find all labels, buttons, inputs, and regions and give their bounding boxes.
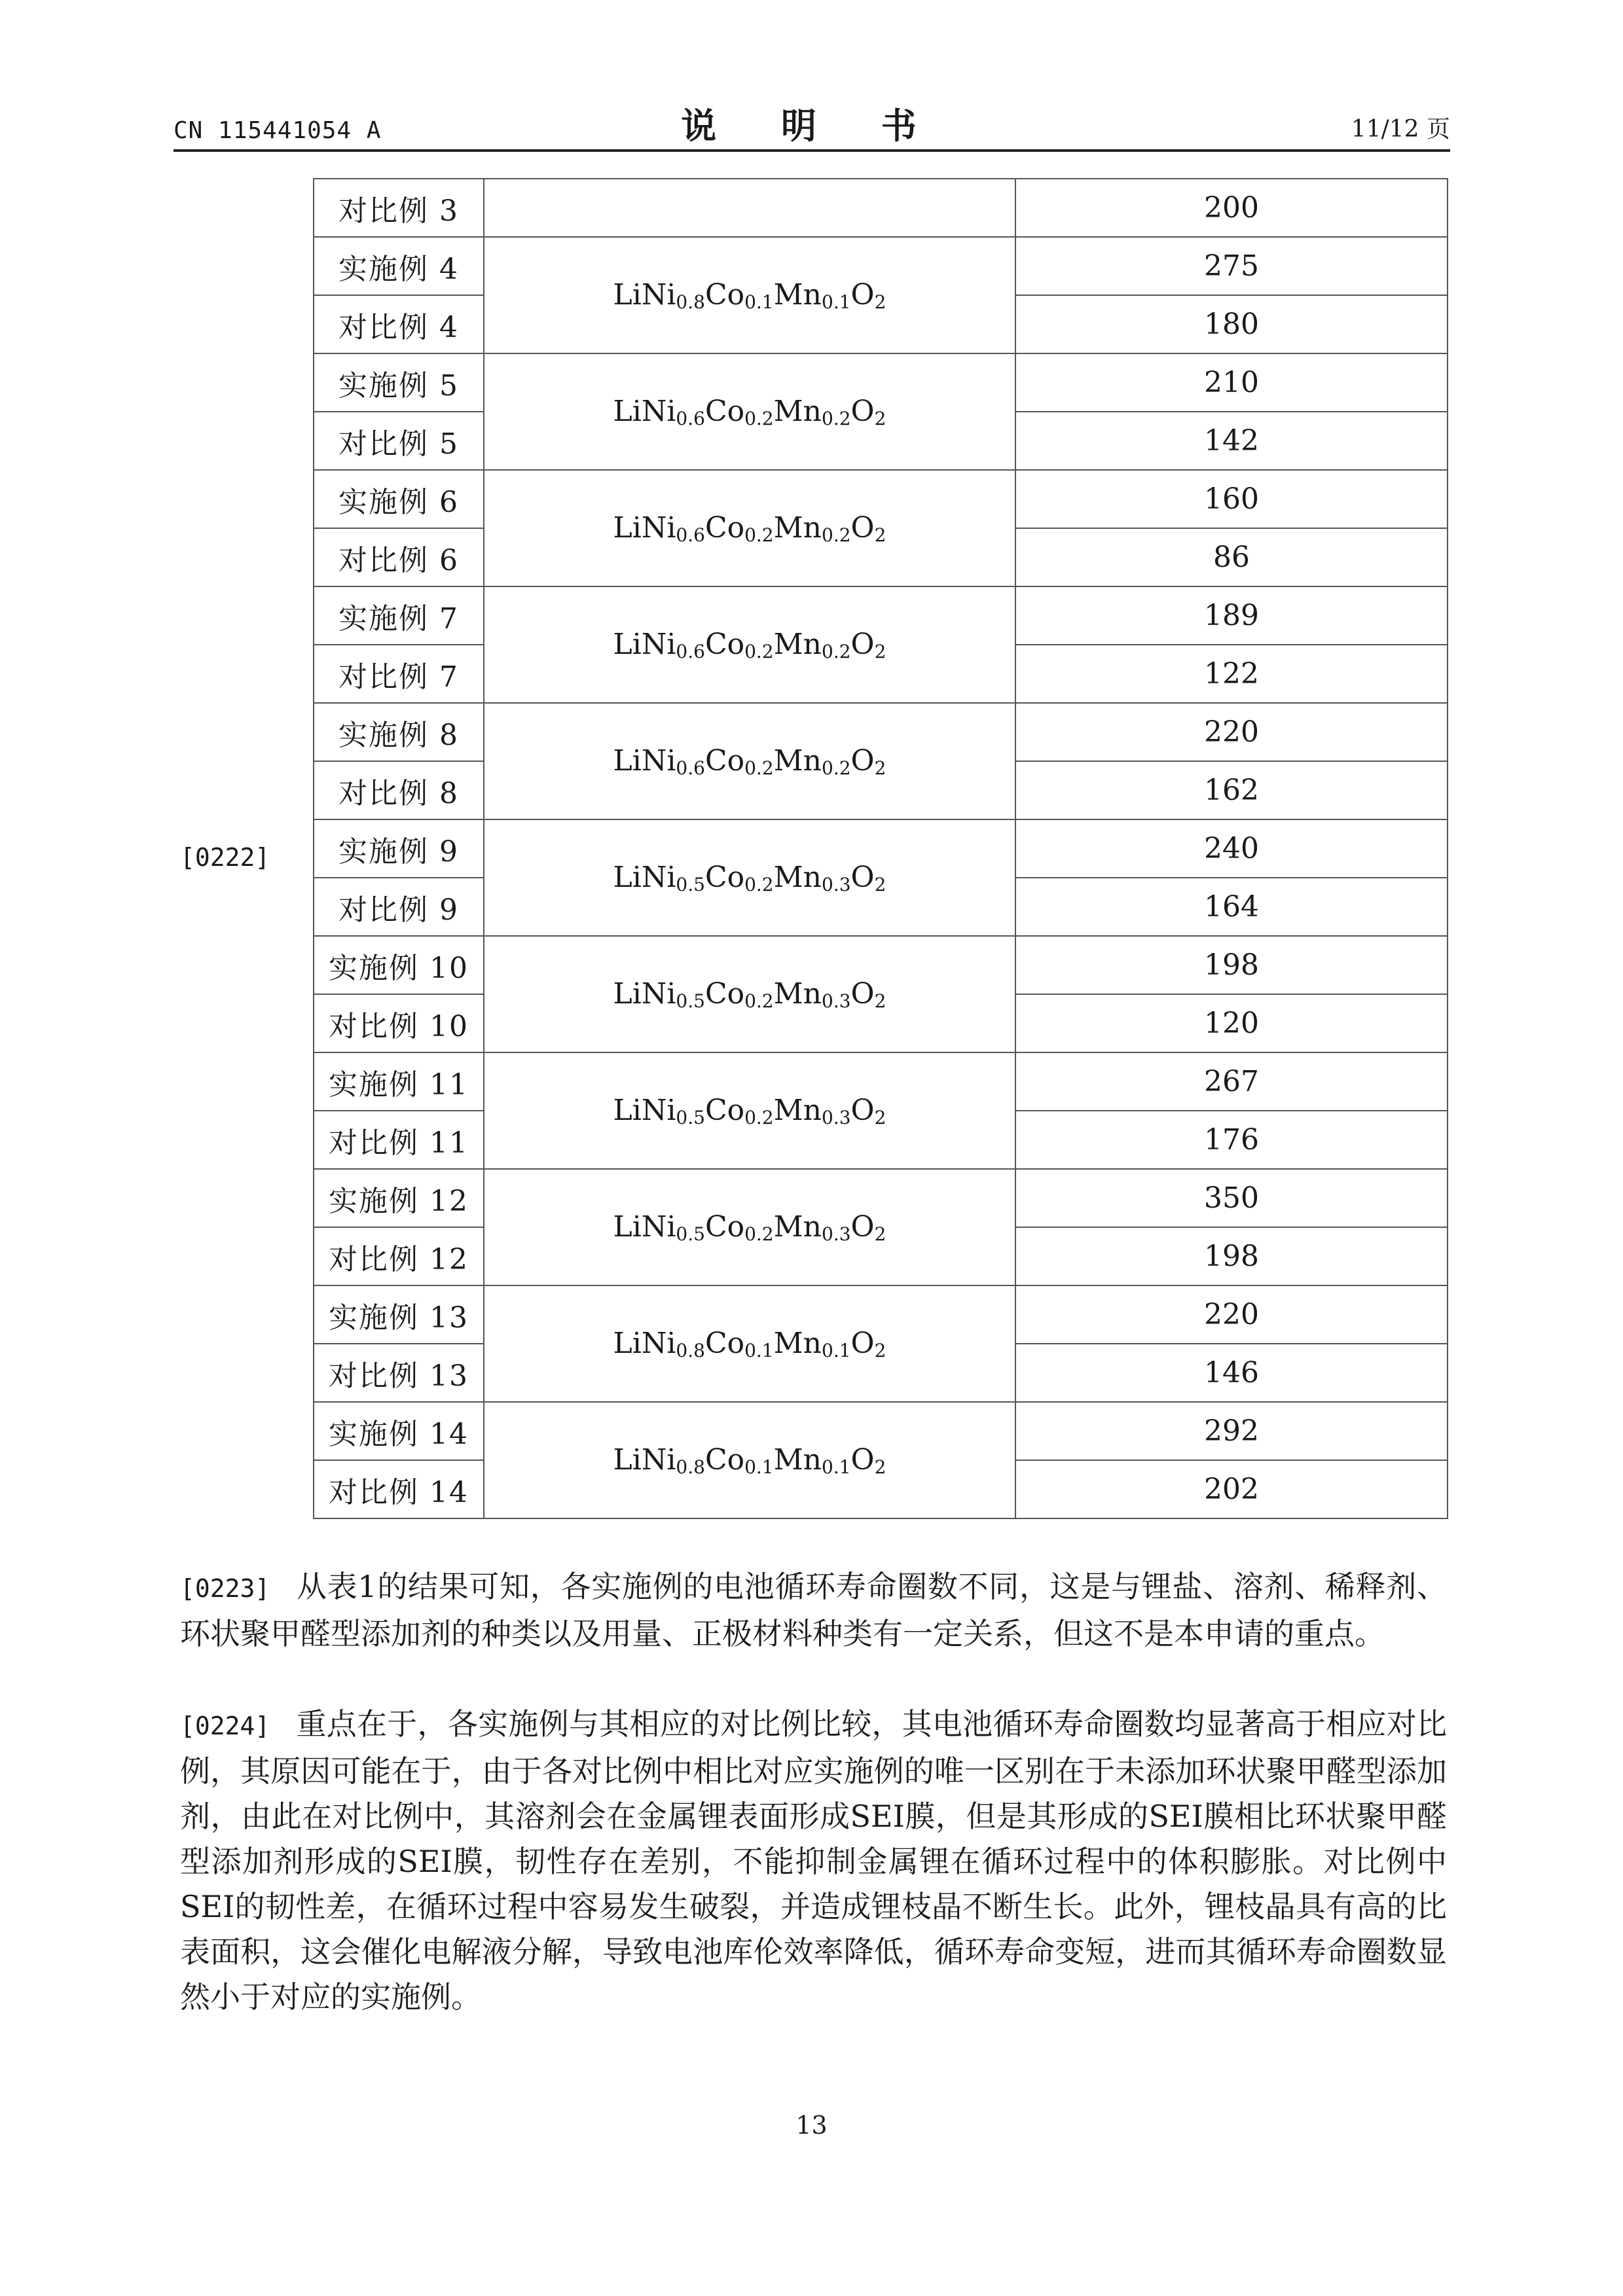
row-label: 对比例 10 [314,994,484,1052]
page-number: 13 [795,2111,828,2140]
paragraph-number-0222: [0222] [180,843,270,872]
row-label: 实施例 8 [314,703,484,761]
formula-subscript: 0.1 [744,291,774,313]
formula-subscript: 0.2 [822,757,851,779]
table-row [314,1169,1448,1227]
formula-element: LiNi [613,1443,676,1477]
formula-subscript: 2 [874,524,886,546]
formula-element: LiNi [613,1326,676,1360]
row-label: 对比例 6 [314,528,484,586]
formula-element: O [850,1210,875,1244]
formula-subscript: 2 [874,1106,886,1128]
formula-subscript: 0.8 [676,1456,705,1478]
cycle-count-value: 200 [1015,179,1448,237]
formula-element: O [850,860,875,894]
formula-element: Mn [773,627,822,661]
formula-element: LiNi [613,1093,676,1127]
formula-subscript: 2 [874,640,886,662]
formula-subscript: 2 [874,291,886,313]
formula-element: Mn [773,394,822,428]
formula-element: Co [704,511,745,545]
cycle-count-value: 267 [1015,1052,1448,1111]
document-number: CN 115441054 A [173,117,382,144]
formula-subscript: 2 [874,1456,886,1478]
formula-subscript: 0.1 [822,1456,851,1478]
cycle-count-value: 292 [1015,1402,1448,1460]
formula-subscript: 0.1 [822,291,851,313]
table-row [314,586,1448,645]
page-indicator: 11/12 页 [1351,116,1450,143]
formula-subscript: 2 [874,407,886,429]
formula-element: O [850,511,875,545]
row-label: 对比例 12 [314,1227,484,1285]
formula-subscript: 0.2 [744,407,774,429]
cycle-count-value: 220 [1015,703,1448,761]
cycle-count-value: 142 [1015,412,1448,470]
formula-subscript: 2 [874,757,886,779]
row-label: 实施例 6 [314,470,484,528]
formula-subscript: 0.3 [822,873,851,895]
formula-subscript: 0.6 [676,524,705,546]
formula-subscript: 0.3 [822,990,851,1012]
formula-element: Co [704,627,745,661]
formula-element: Co [704,860,745,894]
formula-element: O [850,1093,875,1127]
material-cell-empty [484,179,1015,237]
formula-subscript: 0.5 [676,1106,705,1128]
formula-element: Co [704,278,745,312]
formula-element: O [850,744,875,778]
cycle-count-value: 146 [1015,1344,1448,1402]
row-label: 实施例 12 [314,1169,484,1227]
cycle-count-value: 220 [1015,1285,1448,1344]
formula-element: O [850,394,875,428]
formula-element: O [850,627,875,661]
material-cell [484,353,1015,470]
formula-element: LiNi [613,977,676,1011]
formula-element: Co [704,1443,745,1477]
formula-element: Co [704,1093,745,1127]
table-row [314,1052,1448,1111]
formula-element: LiNi [613,394,676,428]
formula-subscript: 0.6 [676,407,705,429]
material-cell [484,1285,1015,1402]
cycle-count-value: 176 [1015,1111,1448,1169]
formula-subscript: 0.2 [744,990,774,1012]
row-label: 实施例 10 [314,936,484,994]
formula-subscript: 0.2 [822,407,851,429]
formula-subscript: 0.6 [676,640,705,662]
material-cell [484,586,1015,703]
formula-element: O [850,1326,875,1360]
row-label: 对比例 11 [314,1111,484,1169]
cycle-count-value: 164 [1015,878,1448,936]
formula-subscript: 0.5 [676,873,705,895]
formula-element: Co [704,744,745,778]
row-label: 对比例 7 [314,645,484,703]
row-label: 实施例 9 [314,819,484,878]
row-label: 实施例 11 [314,1052,484,1111]
cycle-count-value: 198 [1015,1227,1448,1285]
table-row [314,703,1448,761]
cycle-count-value: 180 [1015,295,1448,353]
formula-element: Mn [773,744,822,778]
formula-subscript: 0.1 [822,1339,851,1361]
header-rule [173,149,1450,152]
cycle-count-value: 275 [1015,237,1448,295]
document-title: 说 明 书 [681,105,943,147]
cycle-count-value: 120 [1015,994,1448,1052]
formula-element: Mn [773,511,822,545]
cycle-count-value: 160 [1015,470,1448,528]
table-row [314,237,1448,295]
paragraph-number: [0224] [180,1712,270,1740]
formula-subscript: 0.2 [744,524,774,546]
cycle-count-value: 210 [1015,353,1448,412]
formula-subscript: 0.2 [744,1106,774,1128]
row-label: 实施例 5 [314,353,484,412]
formula-element: LiNi [613,511,676,545]
formula-subscript: 0.2 [744,757,774,779]
formula-element: LiNi [613,1210,676,1244]
row-label: 对比例 3 [314,179,484,237]
formula-subscript: 2 [874,1223,886,1245]
formula-subscript: 0.1 [744,1339,774,1361]
material-cell [484,703,1015,819]
material-cell [484,1052,1015,1169]
cycle-count-value: 202 [1015,1460,1448,1518]
formula-subscript: 0.6 [676,757,705,779]
formula-element: Mn [773,860,822,894]
material-cell [484,1169,1015,1285]
formula-element: Mn [773,1210,822,1244]
results-table [313,178,1448,1519]
formula-element: O [850,278,875,312]
page-header [173,98,1450,149]
formula-element: Co [704,1210,745,1244]
material-cell [484,819,1015,936]
formula-subscript: 0.2 [822,640,851,662]
paragraph-number: [0223] [180,1574,270,1603]
cycle-count-value: 350 [1015,1169,1448,1227]
cycle-count-value: 162 [1015,761,1448,819]
formula-subscript: 0.1 [744,1456,774,1478]
formula-element: Co [704,394,745,428]
material-cell [484,470,1015,586]
formula-subscript: 0.2 [744,873,774,895]
material-cell [484,237,1015,353]
cycle-count-value: 240 [1015,819,1448,878]
cycle-count-value: 189 [1015,586,1448,645]
formula-element: Mn [773,977,822,1011]
paragraph-0224 [180,1702,1447,2020]
row-label: 对比例 14 [314,1460,484,1518]
row-label: 实施例 14 [314,1402,484,1460]
formula-element: O [850,1443,875,1477]
formula-subscript: 2 [874,873,886,895]
formula-element: Co [704,977,745,1011]
row-label: 对比例 4 [314,295,484,353]
paragraph-text: 重点在于，各实施例与其相应的对比例比较，其电池循环寿命圈数均显著高于相应对比例，其原因可能在于，由于各对比例中相比对应实施例的唯一区别在于未添加环状聚甲醛型添加剂，由此在对比例中，其溶剂会在金属锂表面形成SEI膜，但是其形成的SEI膜相比环状聚甲醛型添加剂形成的SEI膜，韧性存在差别，不能抑制金属锂在循环过程中的体积膨胀。对比例中SEI的韧性差，在循环过程中容易发生破裂，并造成锂枝晶不断生长。此外，锂枝晶具有高的比表面积，这会催化电解液分解，导致电池库伦效率降低，循环寿命变短，进而其循环寿命圈数显然小于对应的实施例。 [180,1706,1447,2015]
cycle-count-value: 86 [1015,528,1448,586]
row-label: 实施例 13 [314,1285,484,1344]
formula-element: Mn [773,1326,822,1360]
formula-subscript: 0.2 [744,1223,774,1245]
cycle-count-value: 198 [1015,936,1448,994]
cycle-count-value: 122 [1015,645,1448,703]
table-row [314,936,1448,994]
table-row [314,179,1448,237]
formula-subscript: 0.2 [744,640,774,662]
table-row [314,819,1448,878]
row-label: 对比例 8 [314,761,484,819]
table-row [314,353,1448,412]
material-cell [484,1402,1015,1518]
formula-subscript: 0.8 [676,1339,705,1361]
formula-subscript: 0.5 [676,1223,705,1245]
table-row [314,1402,1448,1460]
table-row [314,1285,1448,1344]
formula-subscript: 0.3 [822,1223,851,1245]
formula-element: Co [704,1326,745,1360]
formula-subscript: 0.3 [822,1106,851,1128]
formula-element: Mn [773,1093,822,1127]
row-label: 对比例 13 [314,1344,484,1402]
formula-element: Mn [773,278,822,312]
row-label: 对比例 9 [314,878,484,936]
formula-subscript: 2 [874,1339,886,1361]
formula-element: LiNi [613,278,676,312]
material-cell [484,936,1015,1052]
formula-element: LiNi [613,744,676,778]
row-label: 实施例 4 [314,237,484,295]
formula-element: Mn [773,1443,822,1477]
formula-subscript: 2 [874,990,886,1012]
table-row [314,470,1448,528]
formula-subscript: 0.8 [676,291,705,313]
paragraph-text: 从表1的结果可知，各实施例的电池循环寿命圈数不同，这是与锂盐、溶剂、稀释剂、环状聚甲醛型添加剂的种类以及用量、正极材料种类有一定关系，但这不是本申请的重点。 [180,1569,1447,1651]
row-label: 对比例 5 [314,412,484,470]
formula-element: O [850,977,875,1011]
row-label: 实施例 7 [314,586,484,645]
formula-element: LiNi [613,860,676,894]
formula-element: LiNi [613,627,676,661]
paragraph-0223 [180,1564,1447,1657]
formula-subscript: 0.5 [676,990,705,1012]
formula-subscript: 0.2 [822,524,851,546]
